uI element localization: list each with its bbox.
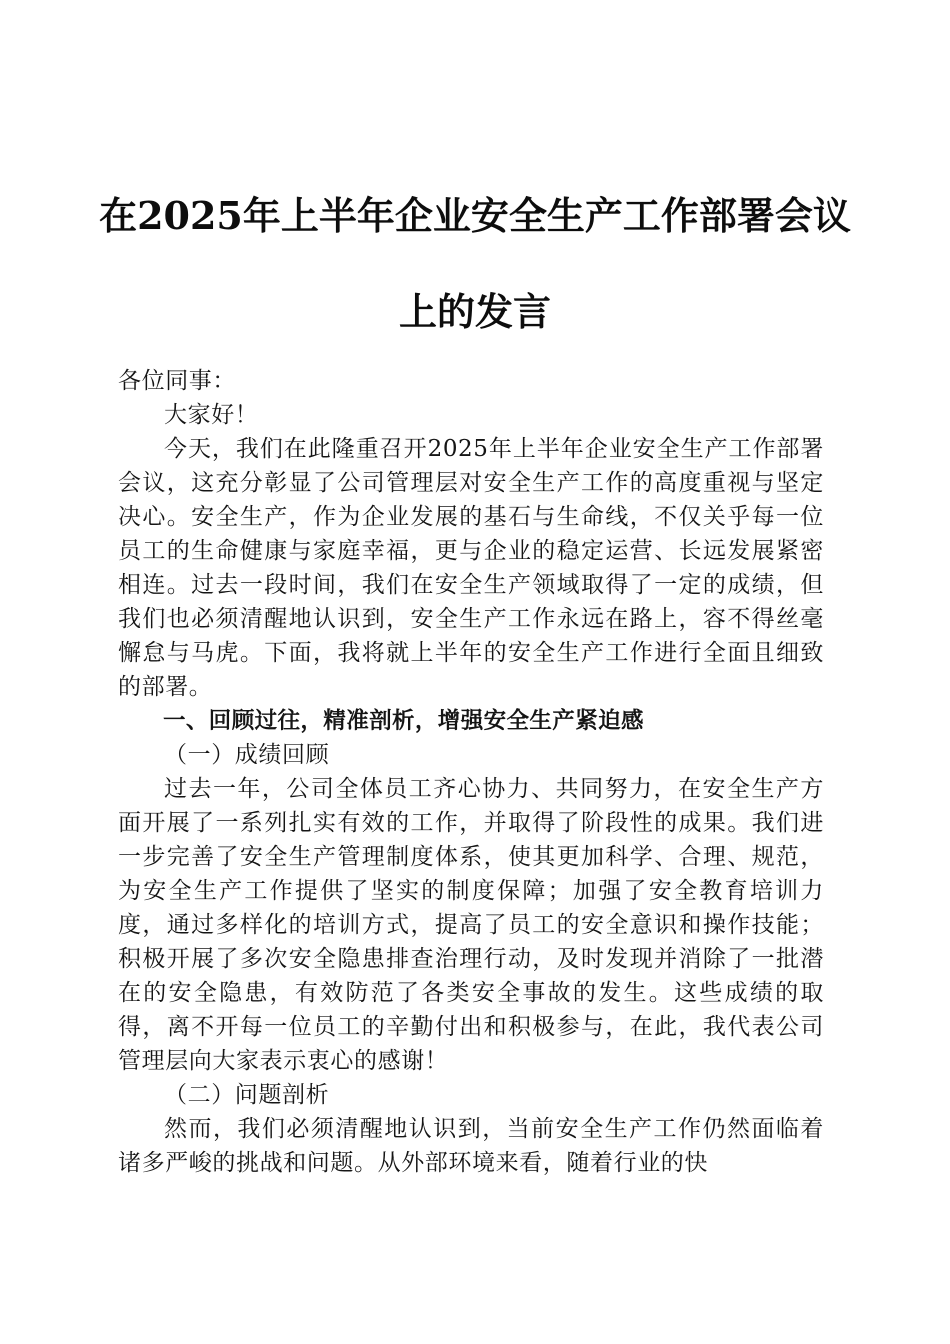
title-line-1: 在2025年上半年企业安全生产工作部署会议 [99, 193, 851, 238]
subsection-heading-problems: （二）问题剖析 [164, 1082, 330, 1108]
subsection-heading-achievements: （一）成绩回顾 [164, 742, 330, 768]
salutation: 各位同事： [118, 368, 236, 394]
title-line-2: 上的发言 [398, 289, 551, 334]
paragraph-achievements: 过去一年，公司全体员工齐心协力、共同努力，在安全生产方面开展了一系列扎实有效的工作，并取得了阶段性的成果。我们进一步完善了安全生产管理制度体系，使其更加科学、合理、规范，为安全生产工作提供了坚实的制度保障；加强了安全教育培训力度，通过多样化的培训方式，提高了员工的安全意识和操作技能；积极开展了多次安全隐患排查治理行动，及时发现并消除了一批潜在的安全隐患，有效防范了各类安全事故的发生。这些成绩的取得，离不开每一位员工的辛勤付出和积极参与，在此，我代表公司管理层向大家表示衷心的感谢！ [118, 776, 824, 1074]
greeting: 大家好！ [164, 402, 259, 428]
document-title [0, 168, 950, 360]
document-body [118, 364, 824, 1180]
paragraph-intro: 今天，我们在此隆重召开2025年上半年企业安全生产工作部署会议，这充分彰显了公司管理层对安全生产工作的高度重视与坚定决心。安全生产，作为企业发展的基石与生命线，不仅关乎每一位员工的生命健康与家庭幸福，更与企业的稳定运营、长远发展紧密相连。过去一段时间，我们在安全生产领域取得了一定的成绩，但我们也必须清醒地认识到，安全生产工作永远在路上，容不得丝毫懈怠与马虎。下面，我将就上半年的安全生产工作进行全面且细致的部署。 [118, 436, 824, 700]
section-heading-1: 一、回顾过往，精准剖析，增强安全生产紧迫感 [163, 708, 644, 734]
paragraph-problems: 然而，我们必须清醒地认识到，当前安全生产工作仍然面临着诸多严峻的挑战和问题。从外部环境来看，随着行业的快 [118, 1116, 824, 1176]
